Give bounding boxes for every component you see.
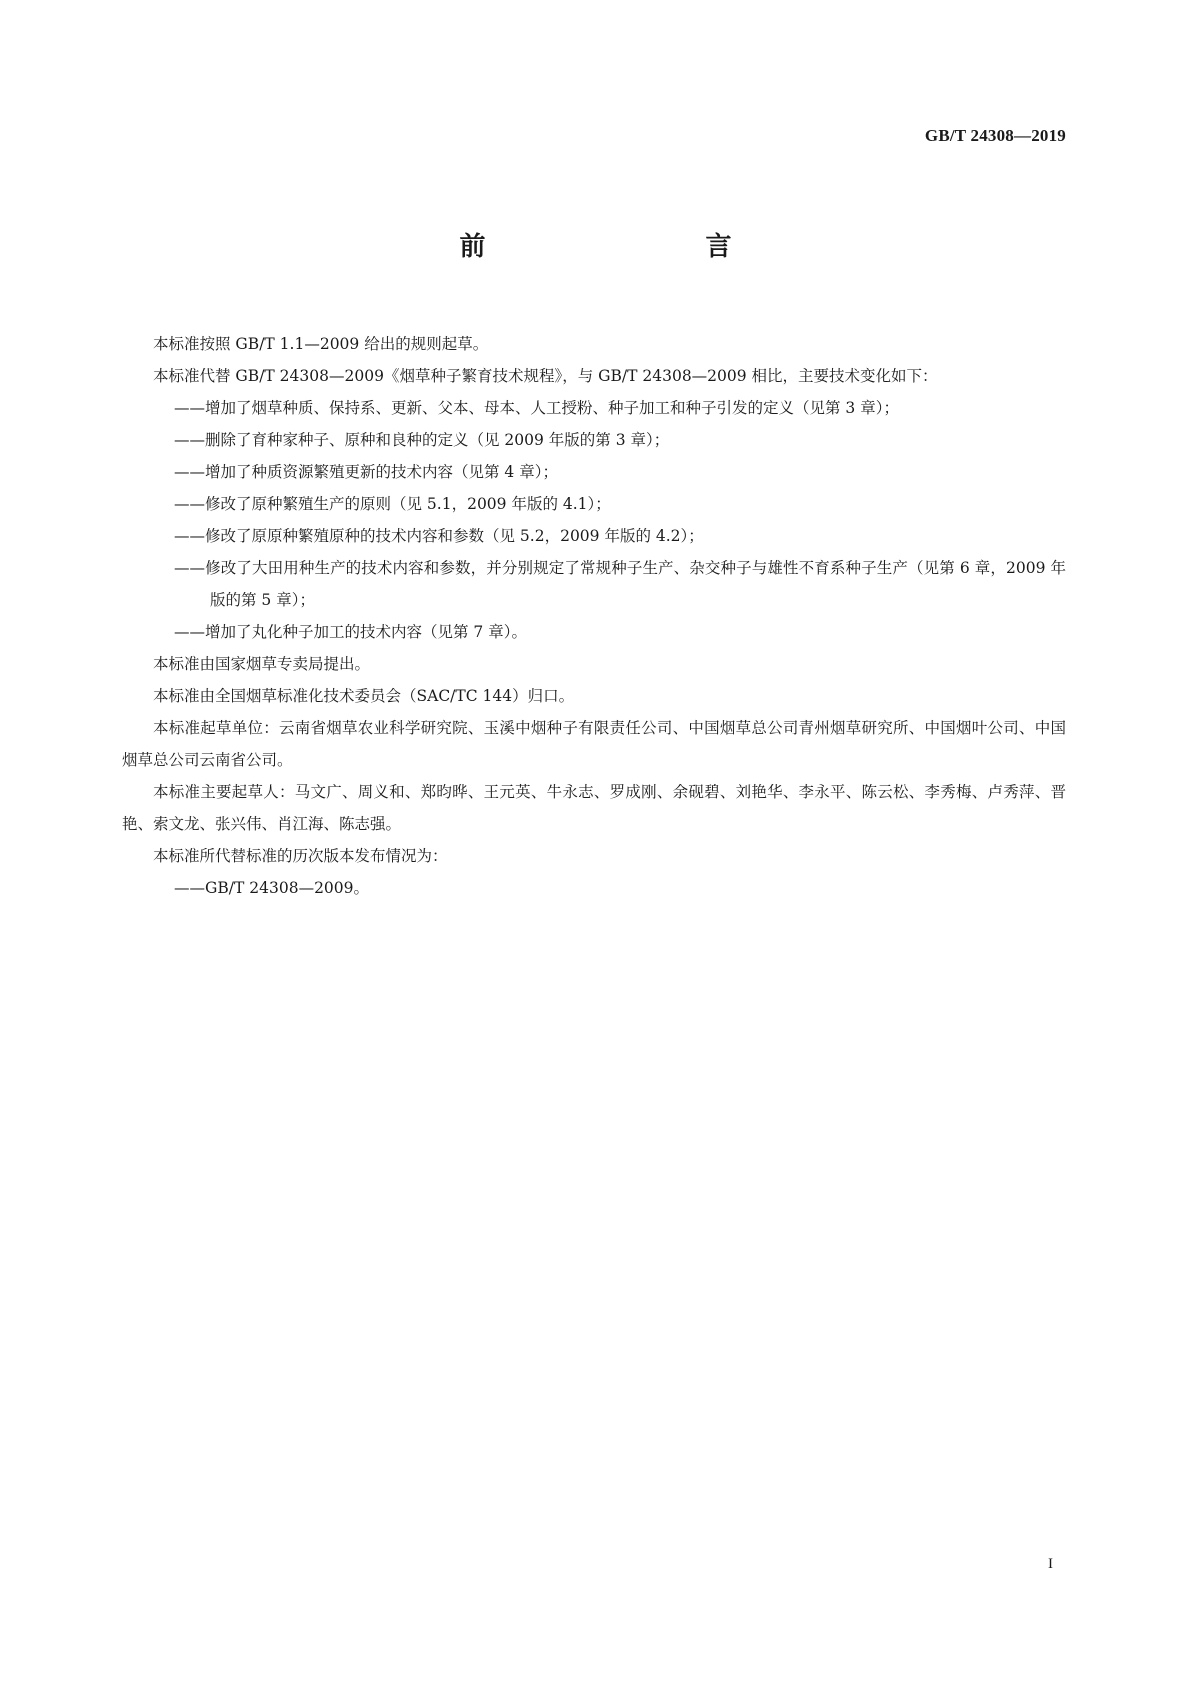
history-list-item: ——GB/T 24308—2009。 bbox=[174, 879, 370, 897]
change-list-item: ——增加了丸化种子加工的技术内容（见第 7 章）。 bbox=[174, 623, 527, 641]
paragraph-proposer: 本标准由国家烟草专卖局提出。 bbox=[153, 655, 371, 673]
paragraph-replacement: 本标准代替 GB/T 24308—2009《烟草种子繁育技术规程》，与 GB/T 24308—2009 相比，主要技术变化如下： bbox=[153, 367, 938, 385]
paragraph-drafting-rules: 本标准按照 GB/T 1.1—2009 给出的规则起草。 bbox=[153, 335, 489, 353]
paragraph-committee: 本标准由全国烟草标准化技术委员会（SAC/TC 144）归口。 bbox=[153, 687, 575, 705]
foreword-body bbox=[122, 328, 1066, 904]
standard-code: GB/T 24308—2019 bbox=[924, 126, 1066, 145]
change-list-item: ——修改了原种繁殖生产的原则（见 5.1，2009 年版的 4.1）； bbox=[174, 495, 611, 513]
change-list-item: ——增加了种质资源繁殖更新的技术内容（见第 4 章）； bbox=[174, 463, 558, 481]
page-number: I bbox=[1048, 1556, 1053, 1572]
paragraph-drafting-units: 本标准起草单位：云南省烟草农业科学研究院、玉溪中烟种子有限责任公司、中国烟草总公司青州烟草研究所、中国烟叶公司、中国烟草总公司云南省公司。 bbox=[122, 719, 1066, 769]
page-title: 前 言 bbox=[459, 232, 788, 262]
change-list-item: ——修改了大田用种生产的技术内容和参数，并分别规定了常规种子生产、杂交种子与雄性不育系种子生产（见第 6 章，2009 年版的第 5 章）； bbox=[174, 559, 1066, 609]
change-list-item: ——增加了烟草种质、保持系、更新、父本、母本、人工授粉、种子加工和种子引发的定义（见第 3 章）； bbox=[174, 399, 899, 417]
change-list-item: ——修改了原原种繁殖原种的技术内容和参数（见 5.2，2009 年版的 4.2）； bbox=[174, 527, 704, 545]
paragraph-history-intro: 本标准所代替标准的历次版本发布情况为： bbox=[153, 847, 448, 865]
paragraph-drafters: 本标准主要起草人：马文广、周义和、郑昀晔、王元英、牛永志、罗成刚、余砚碧、刘艳华、李永平、陈云松、李秀梅、卢秀萍、晋艳、索文龙、张兴伟、肖江海、陈志强。 bbox=[122, 783, 1066, 833]
change-list-item: ——删除了育种家种子、原种和良种的定义（见 2009 年版的第 3 章）； bbox=[174, 431, 670, 449]
